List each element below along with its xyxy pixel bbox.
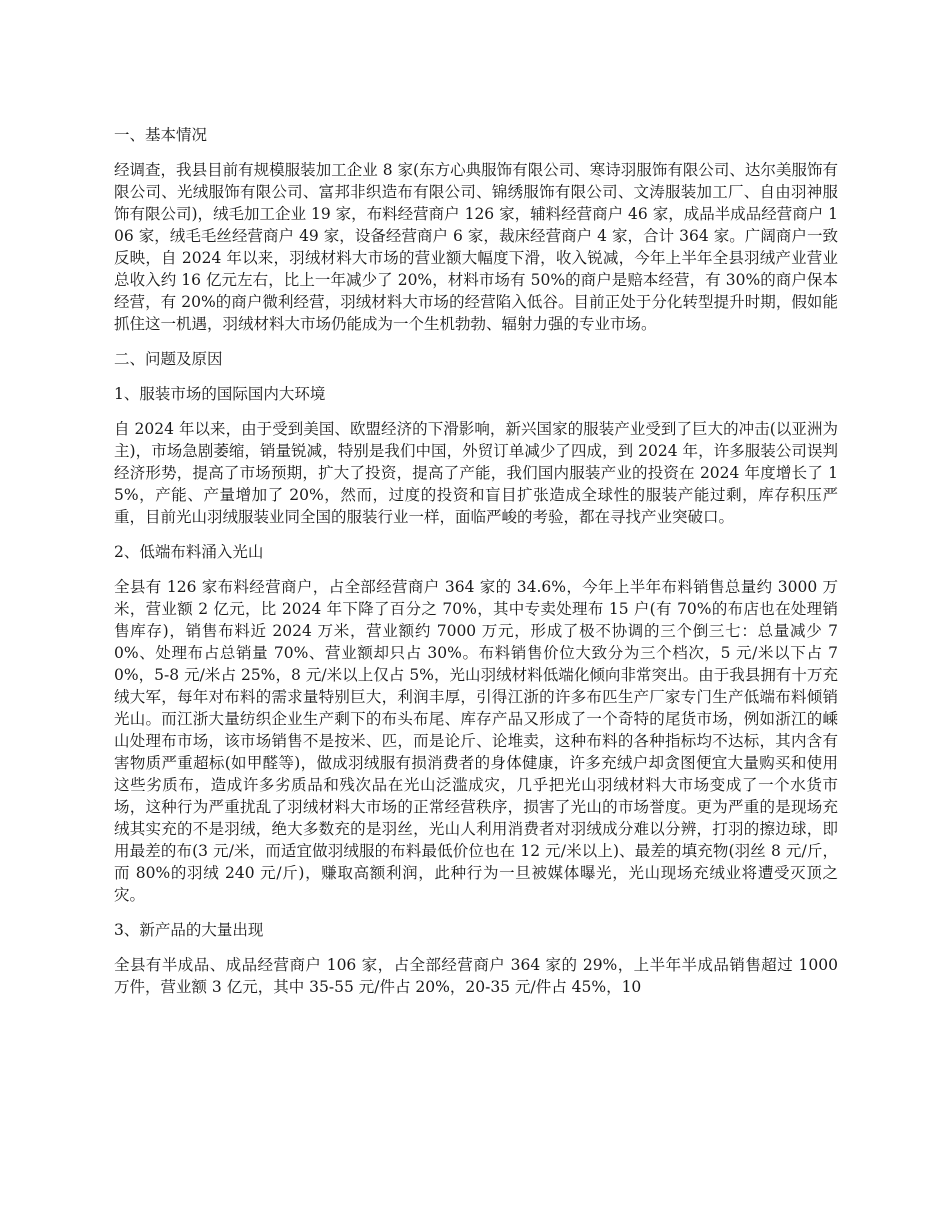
- section-heading-basic-situation: 一、基本情况: [114, 126, 208, 144]
- subsection-heading-low-end-fabric: 2、低端布料涌入光山: [114, 543, 264, 561]
- paragraph-market-environment: 自 2024 年以来，由于受到美国、欧盟经济的下滑影响，新兴国家的服装产业受到了巨大的冲击(以亚洲为主)，市场急剧萎缩，销量锐减，特别是我们中国，外贸订单减少了四成，到 2024 年，许多服装公司误判经济形势，提高了市场预期，扩大了投资，提高了产能，我们国内服装产业的投资在 2024 年度增长了 15%，产能、产量增加了 20%，然而，过度的投资和盲目扩张造成全球性的服装产能过剩，库存积压严重，目前光山羽绒服装业同全国的服装行业一样，面临严峻的考验，都在寻找产业突破口。: [114, 420, 838, 526]
- section-heading-problems-causes: 二、问题及原因: [114, 350, 223, 368]
- paragraph-new-products: 全县有半成品、成品经营商户 106 家，占全部经营商户 364 家的 29%，上半年半成品销售超过 1000 万件，营业额 3 亿元，其中 35-55 元/件占 20%，20-35 元/件占 45%，10: [114, 956, 838, 996]
- subsection-heading-market-environment: 1、服装市场的国际国内大环境: [114, 385, 326, 403]
- subsection-heading-new-products: 3、新产品的大量出现: [114, 921, 264, 939]
- paragraph-low-end-fabric: 全县有 126 家布料经营商户，占全部经营商户 364 家的 34.6%，今年上半年布料销售总量约 3000 万米，营业额 2 亿元，比 2024 年下降了百分之 70%，其中专卖处理布 15 户(有 70%的布店也在处理销售库存)，销售布料近 2024 万米，营业额约 7000 万元，形成了极不协调的三个倒三七：总量减少 70%、处理布占总销量 70%、营业额却只占 30%。布料销售价位大致分为三个档次，5 元/米以下占 70%，5-8 元/米占 25%，8 元/米以上仅占 5%，光山羽绒材料低端化倾向非常突出。由于我县拥有十万充绒大军，每年对布料的需求量特别巨大，利润丰厚，引得江浙的许多布匹生产厂家专门生产低端布料倾销光山。而江浙大量纺织企业生产剩下的布头布尾、库存产品又形成了一个奇特的尾货市场，例如浙江的嵊山处理布市场，该市场销售不是按米、匹，而是论斤、论堆卖，这种布料的各种指标均不达标，其内含有害物质严重超标(如甲醛等)，做成羽绒服有损消费者的身体健康，许多充绒户却贪图便宜大量购买和使用这些劣质布，造成许多劣质品和残次品在光山泛滥成灾，几乎把光山羽绒材料大市场变成了一个水货市场，这种行为严重扰乱了羽绒材料大市场的正常经营秩序，损害了光山的市场誉度。更为严重的是现场充绒其实充的不是羽绒，绝大多数充的是羽丝，光山人利用消费者对羽绒成分难以分辨，打羽的擦边球，即用最差的布(3 元/米，而适宜做羽绒服的布料最低价位也在 12 元/米以上)、最差的填充物(羽丝 8 元/斤，而 80%的羽绒 240 元/斤)，赚取高额利润，此种行为一旦被媒体曝光，光山现场充绒业将遭受灭顶之灾。: [114, 578, 838, 904]
- paragraph-basic-situation: 经调查，我县目前有规模服装加工企业 8 家(东方心典服饰有限公司、寒诗羽服饰有限公司、达尔美服饰有限公司、光绒服饰有限公司、富邦非织造布有限公司、锦绣服饰有限公司、文涛服装加工厂、自由羽神服饰有限公司)，绒毛加工企业 19 家，布料经营商户 126 家，辅料经营商户 46 家，成品半成品经营商户 106 家，绒毛毛丝经营商户 49 家，设备经营商户 6 家，裁床经营商户 4 家，合计 364 家。广阔商户一致反映，自 2024 年以来，羽绒材料大市场的营业额大幅度下滑，收入锐减，今年上半年全县羽绒产业营业总收入约 16 亿元左右，比上一年减少了 20%，材料市场有 50%的商户是赔本经营，有 30%的商户保本经营，有 20%的商户微利经营，羽绒材料大市场的经营陷入低谷。目前正处于分化转型提升时期，假如能抓住这一机遇，羽绒材料大市场仍能成为一个生机勃勃、辐射力强的专业市场。: [114, 161, 838, 333]
- document-page: [114, 124, 838, 1011]
